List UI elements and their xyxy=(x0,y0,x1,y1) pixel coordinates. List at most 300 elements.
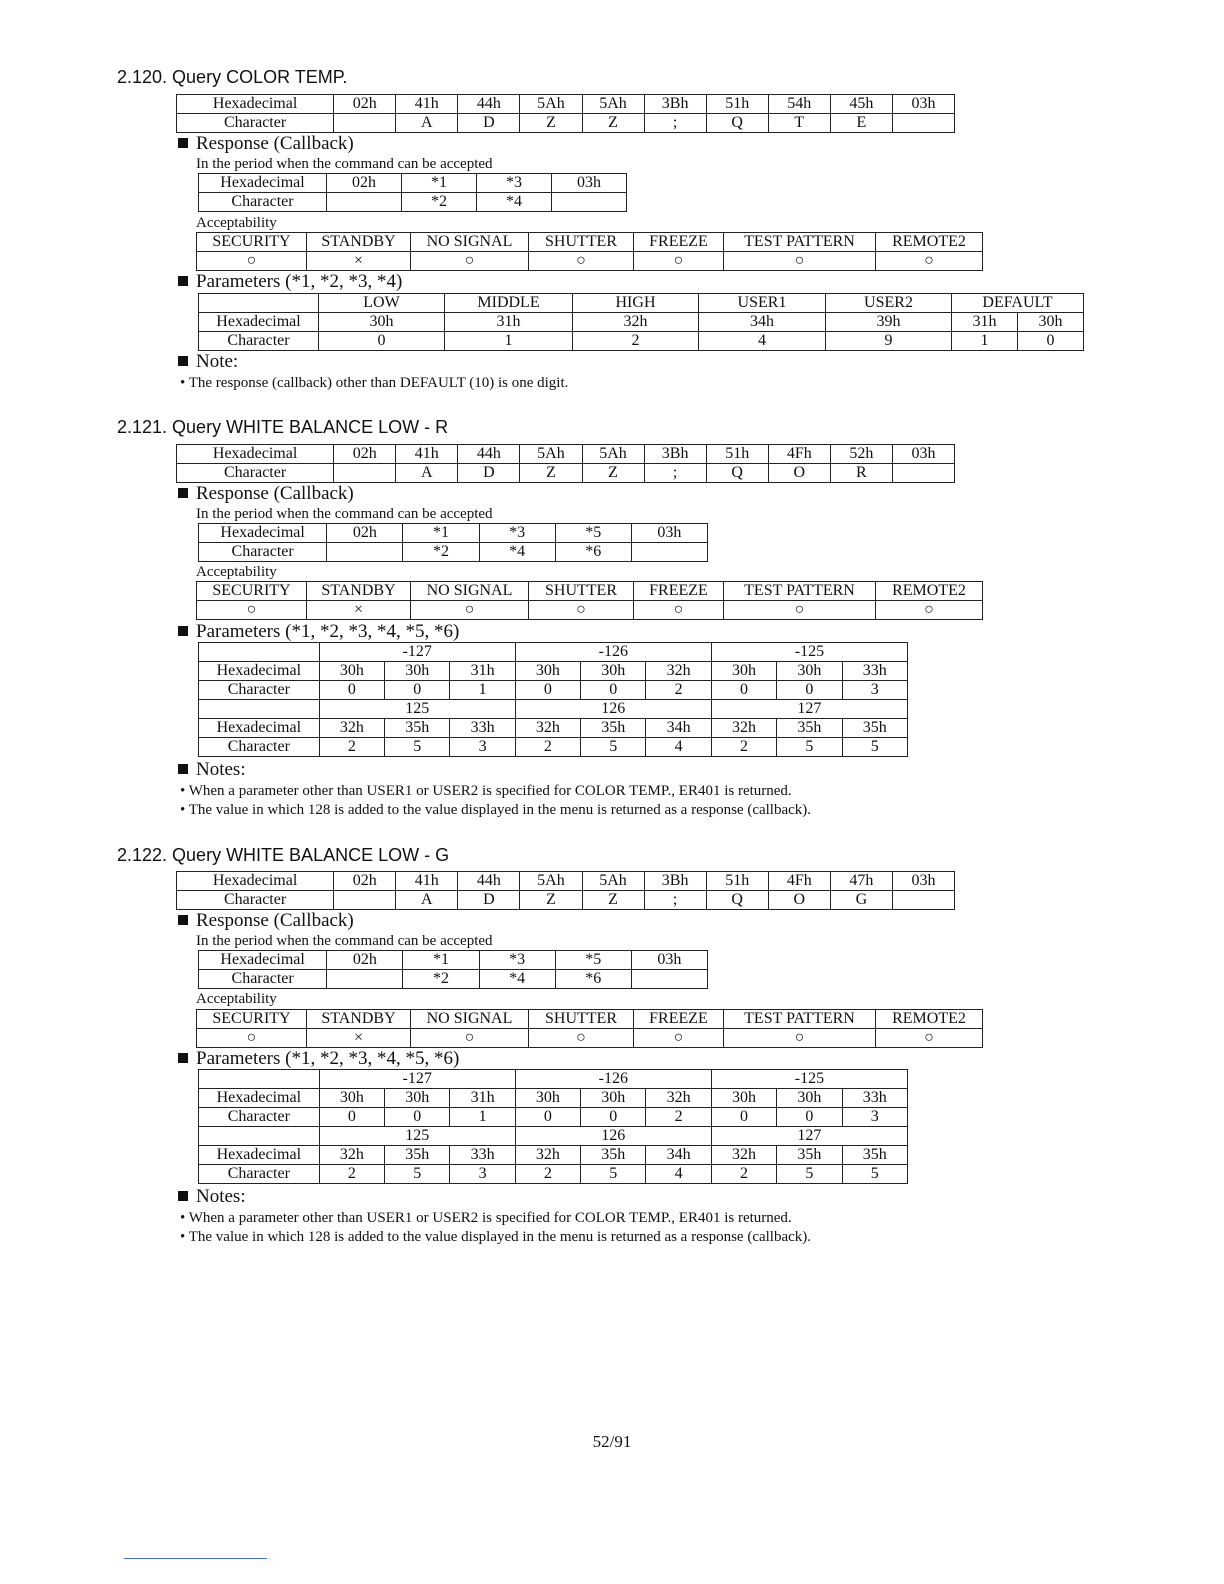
acceptability-mark: ○ xyxy=(876,1029,983,1048)
hex-cell: *3 xyxy=(479,951,555,970)
square-bullet-icon xyxy=(178,276,188,286)
param-group-header: -125 xyxy=(711,1070,907,1089)
acceptability-mark: ○ xyxy=(529,601,634,620)
hex-cell: 34h xyxy=(646,1146,711,1165)
hex-cell: 5Ah xyxy=(582,95,644,114)
hex-cell: 5Ah xyxy=(520,445,582,464)
notes-heading xyxy=(178,760,246,780)
acceptability-mark: ○ xyxy=(197,601,307,620)
square-bullet-icon xyxy=(178,626,188,636)
char-cell: 2 xyxy=(319,1165,384,1184)
char-cell: A xyxy=(396,891,458,910)
note-heading-text: Note: xyxy=(196,351,239,372)
char-cell: 0 xyxy=(319,332,445,351)
hex-cell: 32h xyxy=(711,719,776,738)
hex-cell: 03h xyxy=(892,445,954,464)
hex-cell: 35h xyxy=(581,1146,646,1165)
hex-cell: 54h xyxy=(768,95,830,114)
param-group-header: -126 xyxy=(515,643,711,662)
char-cell: 0 xyxy=(777,1108,842,1127)
char-cell: Z xyxy=(520,891,582,910)
acceptability-header: SECURITY xyxy=(197,1010,307,1029)
page-number: 52/91 xyxy=(592,1432,632,1451)
hex-cell: 52h xyxy=(830,445,892,464)
row-label: Hexadecimal xyxy=(199,313,319,332)
hex-cell: *1 xyxy=(403,524,479,543)
row-label: Hexadecimal xyxy=(199,1146,320,1165)
row-label: Character xyxy=(199,1165,320,1184)
char-cell: 0 xyxy=(385,681,450,700)
acceptability-label: Acceptability xyxy=(196,564,277,580)
acceptability-mark: ○ xyxy=(411,252,529,271)
row-label: Hexadecimal xyxy=(177,445,334,464)
char-cell xyxy=(631,970,707,989)
hex-cell: 34h xyxy=(646,719,711,738)
acceptability-mark: ○ xyxy=(876,601,983,620)
char-cell: 0 xyxy=(515,1108,580,1127)
acceptability-header: SHUTTER xyxy=(529,233,634,252)
row-label: Character xyxy=(177,114,334,133)
char-cell: 2 xyxy=(319,738,384,757)
hex-cell: 5Ah xyxy=(582,445,644,464)
section-title: 2.121. Query WHITE BALANCE LOW - R xyxy=(117,417,449,437)
char-cell: D xyxy=(458,464,520,483)
row-label: Character xyxy=(177,891,334,910)
char-cell xyxy=(892,114,954,133)
footer-line xyxy=(124,1558,267,1559)
char-cell: Z xyxy=(520,114,582,133)
acceptability-mark: × xyxy=(307,252,411,271)
acceptability-header: TEST PATTERN xyxy=(724,1010,876,1029)
param-group-header: 125 xyxy=(319,700,515,719)
hex-cell: 32h xyxy=(646,1089,711,1108)
row-label: Hexadecimal xyxy=(199,1089,320,1108)
response-heading xyxy=(178,484,354,504)
char-cell: 3 xyxy=(842,681,907,700)
acceptability-header: TEST PATTERN xyxy=(724,233,876,252)
char-cell: *2 xyxy=(403,970,479,989)
param-header: USER1 xyxy=(699,294,826,313)
hex-cell: 44h xyxy=(458,95,520,114)
char-cell: 3 xyxy=(842,1108,907,1127)
hex-cell: 35h xyxy=(777,1146,842,1165)
hex-cell: 03h xyxy=(892,872,954,891)
hex-cell: 3Bh xyxy=(644,445,706,464)
hex-cell: 31h xyxy=(450,662,515,681)
hex-cell: 44h xyxy=(458,445,520,464)
hex-cell: 02h xyxy=(334,445,396,464)
row-label: Character xyxy=(199,970,327,989)
response-table xyxy=(198,523,708,562)
char-cell: 5 xyxy=(777,738,842,757)
char-cell: 0 xyxy=(319,681,384,700)
row-label: Hexadecimal xyxy=(199,719,320,738)
row-label: Character xyxy=(199,332,319,351)
hex-cell: 5Ah xyxy=(520,872,582,891)
parameters-heading-text: Parameters (*1, *2, *3, *4) xyxy=(196,271,403,292)
char-cell: G xyxy=(830,891,892,910)
hex-cell: 30h xyxy=(777,662,842,681)
row-label: Hexadecimal xyxy=(199,174,327,193)
hex-cell: 32h xyxy=(515,719,580,738)
hex-cell: 5Ah xyxy=(520,95,582,114)
hex-cell: *3 xyxy=(477,174,552,193)
acceptability-header: FREEZE xyxy=(634,582,724,601)
hex-cell: 47h xyxy=(830,872,892,891)
hex-cell: 32h xyxy=(319,1146,384,1165)
hex-cell: 39h xyxy=(826,313,952,332)
char-cell: ; xyxy=(644,891,706,910)
parameters-table xyxy=(198,293,1084,351)
char-cell: *2 xyxy=(403,543,479,562)
hex-cell: 03h xyxy=(552,174,627,193)
acceptability-mark: ○ xyxy=(529,252,634,271)
hex-cell: 03h xyxy=(631,524,707,543)
char-cell xyxy=(631,543,707,562)
char-cell: 5 xyxy=(385,738,450,757)
section-title: 2.120. Query COLOR TEMP. xyxy=(117,67,348,87)
hex-cell: 30h xyxy=(711,662,776,681)
acceptability-header: SECURITY xyxy=(197,233,307,252)
char-cell: 3 xyxy=(450,1165,515,1184)
response-heading xyxy=(178,911,354,931)
parameters-heading-text: Parameters (*1, *2, *3, *4, *5, *6) xyxy=(196,621,460,642)
hex-cell: *1 xyxy=(402,174,477,193)
param-group-header: -127 xyxy=(319,1070,515,1089)
acceptability-header: TEST PATTERN xyxy=(724,582,876,601)
note-heading xyxy=(178,352,238,372)
hex-cell: 30h xyxy=(319,1089,384,1108)
char-cell: 0 xyxy=(711,681,776,700)
hex-cell: 33h xyxy=(842,1089,907,1108)
acceptability-mark: ○ xyxy=(724,1029,876,1048)
hex-cell: 4Fh xyxy=(768,872,830,891)
char-cell: 5 xyxy=(777,1165,842,1184)
row-label: Character xyxy=(199,543,327,562)
notes-heading-text: Notes: xyxy=(196,1186,246,1207)
char-cell: Z xyxy=(582,891,644,910)
param-group-header: 126 xyxy=(515,1127,711,1146)
param-header: MIDDLE xyxy=(445,294,573,313)
param-group-header: 127 xyxy=(711,700,907,719)
hex-cell: 33h xyxy=(450,1146,515,1165)
hex-cell: 02h xyxy=(327,174,402,193)
acceptability-header: SECURITY xyxy=(197,582,307,601)
period-text: In the period when the command can be accepted xyxy=(196,156,493,172)
hex-cell: 3Bh xyxy=(644,872,706,891)
hex-cell: 35h xyxy=(842,1146,907,1165)
acceptability-mark: ○ xyxy=(724,252,876,271)
acceptability-mark: ○ xyxy=(634,1029,724,1048)
char-cell: 2 xyxy=(646,1108,711,1127)
hex-cell: 30h xyxy=(1018,313,1084,332)
square-bullet-icon xyxy=(178,764,188,774)
square-bullet-icon xyxy=(178,915,188,925)
hex-cell: *5 xyxy=(555,951,631,970)
char-cell: ; xyxy=(644,114,706,133)
notes-heading-text: Notes: xyxy=(196,759,246,780)
row-label: Character xyxy=(177,464,334,483)
empty-cell xyxy=(199,1127,320,1146)
note-line: • When a parameter other than USER1 or USER2 is specified for COLOR TEMP., ER401 is returned. xyxy=(180,783,792,799)
char-cell: 2 xyxy=(515,738,580,757)
acceptability-header: NO SIGNAL xyxy=(411,233,529,252)
char-cell: E xyxy=(830,114,892,133)
row-label: Hexadecimal xyxy=(177,95,334,114)
row-label: Hexadecimal xyxy=(177,872,334,891)
square-bullet-icon xyxy=(178,488,188,498)
hex-cell: 51h xyxy=(706,872,768,891)
acceptability-header: STANDBY xyxy=(307,582,411,601)
char-cell: 2 xyxy=(711,1165,776,1184)
param-group-header: 127 xyxy=(711,1127,907,1146)
char-cell: 0 xyxy=(581,681,646,700)
hex-cell: 35h xyxy=(842,719,907,738)
hex-cell: 30h xyxy=(319,313,445,332)
char-cell: 1 xyxy=(450,1108,515,1127)
char-cell xyxy=(327,543,403,562)
hex-cell: 02h xyxy=(334,95,396,114)
parameters-table xyxy=(198,1069,908,1184)
section-title: 2.122. Query WHITE BALANCE LOW - G xyxy=(117,845,450,865)
hex-cell: 30h xyxy=(515,662,580,681)
char-cell xyxy=(327,970,403,989)
square-bullet-icon xyxy=(178,356,188,366)
row-label: Hexadecimal xyxy=(199,662,320,681)
hex-cell: 51h xyxy=(706,445,768,464)
hex-cell: 45h xyxy=(830,95,892,114)
empty-cell xyxy=(199,643,320,662)
char-cell: 0 xyxy=(515,681,580,700)
hex-cell: 41h xyxy=(396,95,458,114)
hex-cell: 30h xyxy=(581,1089,646,1108)
char-cell: 0 xyxy=(385,1108,450,1127)
command-table xyxy=(176,444,955,483)
row-label: Hexadecimal xyxy=(199,524,327,543)
hex-cell: 4Fh xyxy=(768,445,830,464)
char-cell: *4 xyxy=(479,970,555,989)
acceptability-label: Acceptability xyxy=(196,991,277,1007)
char-cell xyxy=(892,891,954,910)
hex-cell: 30h xyxy=(777,1089,842,1108)
hex-cell: 35h xyxy=(385,1146,450,1165)
hex-cell: *5 xyxy=(555,524,631,543)
char-cell: R xyxy=(830,464,892,483)
char-cell: 5 xyxy=(581,1165,646,1184)
hex-cell: 32h xyxy=(515,1146,580,1165)
hex-cell: 32h xyxy=(319,719,384,738)
note-line: • When a parameter other than USER1 or USER2 is specified for COLOR TEMP., ER401 is returned. xyxy=(180,1210,792,1226)
acceptability-mark: ○ xyxy=(197,252,307,271)
char-cell xyxy=(334,464,396,483)
acceptability-table xyxy=(196,581,983,620)
param-group-header: -127 xyxy=(319,643,515,662)
param-group-header: 126 xyxy=(515,700,711,719)
acceptability-mark: ○ xyxy=(876,252,983,271)
char-cell: Q xyxy=(706,464,768,483)
char-cell: 2 xyxy=(515,1165,580,1184)
char-cell: 4 xyxy=(646,738,711,757)
hex-cell: *1 xyxy=(403,951,479,970)
char-cell: D xyxy=(458,114,520,133)
command-table xyxy=(176,94,955,133)
char-cell: 1 xyxy=(952,332,1018,351)
char-cell: 0 xyxy=(319,1108,384,1127)
parameters-table xyxy=(198,642,908,757)
char-cell: 5 xyxy=(581,738,646,757)
char-cell: 1 xyxy=(445,332,573,351)
char-cell xyxy=(334,114,396,133)
char-cell: 2 xyxy=(711,738,776,757)
acceptability-header: REMOTE2 xyxy=(876,233,983,252)
note-line: • The response (callback) other than DEFAULT (10) is one digit. xyxy=(180,375,569,391)
empty-cell xyxy=(199,700,320,719)
response-table xyxy=(198,173,627,212)
char-cell: A xyxy=(396,114,458,133)
char-cell: 2 xyxy=(573,332,699,351)
hex-cell: 44h xyxy=(458,872,520,891)
acceptability-header: REMOTE2 xyxy=(876,1010,983,1029)
acceptability-mark: ○ xyxy=(529,1029,634,1048)
parameters-heading xyxy=(178,272,402,292)
hex-cell: *3 xyxy=(479,524,555,543)
char-cell: 3 xyxy=(450,738,515,757)
response-heading xyxy=(178,134,354,154)
acceptability-mark: × xyxy=(307,601,411,620)
acceptability-label: Acceptability xyxy=(196,215,277,231)
char-cell xyxy=(892,464,954,483)
acceptability-header: SHUTTER xyxy=(529,582,634,601)
hex-cell: 30h xyxy=(515,1089,580,1108)
param-group-header: 125 xyxy=(319,1127,515,1146)
char-cell: Z xyxy=(582,464,644,483)
param-header: LOW xyxy=(319,294,445,313)
hex-cell: 30h xyxy=(711,1089,776,1108)
char-cell: D xyxy=(458,891,520,910)
note-line: • The value in which 128 is added to the value displayed in the menu is returned as a response (callback). xyxy=(180,802,812,818)
char-cell: *4 xyxy=(479,543,555,562)
acceptability-header: FREEZE xyxy=(634,233,724,252)
char-cell: ; xyxy=(644,464,706,483)
hex-cell: 30h xyxy=(319,662,384,681)
param-group-header: -125 xyxy=(711,643,907,662)
acceptability-header: FREEZE xyxy=(634,1010,724,1029)
char-cell: 5 xyxy=(842,1165,907,1184)
char-cell xyxy=(334,891,396,910)
notes-heading xyxy=(178,1187,246,1207)
hex-cell: 32h xyxy=(573,313,699,332)
acceptability-table xyxy=(196,232,983,271)
period-text: In the period when the command can be accepted xyxy=(196,506,493,522)
char-cell xyxy=(327,193,402,212)
hex-cell: 02h xyxy=(334,872,396,891)
char-cell: O xyxy=(768,891,830,910)
char-cell: 0 xyxy=(1018,332,1084,351)
acceptability-mark: ○ xyxy=(634,601,724,620)
char-cell: *6 xyxy=(555,543,631,562)
acceptability-header: STANDBY xyxy=(307,1010,411,1029)
row-label: Character xyxy=(199,681,320,700)
acceptability-header: NO SIGNAL xyxy=(411,1010,529,1029)
hex-cell: 33h xyxy=(450,719,515,738)
hex-cell: 30h xyxy=(385,662,450,681)
param-group-header: -126 xyxy=(515,1070,711,1089)
char-cell: *4 xyxy=(477,193,552,212)
hex-cell: 30h xyxy=(581,662,646,681)
hex-cell: 41h xyxy=(396,872,458,891)
char-cell: Z xyxy=(582,114,644,133)
char-cell: 4 xyxy=(646,1165,711,1184)
char-cell: 0 xyxy=(581,1108,646,1127)
acceptability-mark: × xyxy=(307,1029,411,1048)
hex-cell: 33h xyxy=(842,662,907,681)
acceptability-mark: ○ xyxy=(724,601,876,620)
hex-cell: 41h xyxy=(396,445,458,464)
char-cell: 0 xyxy=(711,1108,776,1127)
hex-cell: 32h xyxy=(646,662,711,681)
char-cell: T xyxy=(768,114,830,133)
hex-cell: 5Ah xyxy=(582,872,644,891)
char-cell: 4 xyxy=(699,332,826,351)
char-cell: *6 xyxy=(555,970,631,989)
char-cell: 0 xyxy=(777,681,842,700)
char-cell: Q xyxy=(706,114,768,133)
acceptability-mark: ○ xyxy=(411,601,529,620)
empty-cell xyxy=(199,1070,320,1089)
row-label: Character xyxy=(199,738,320,757)
row-label: Hexadecimal xyxy=(199,951,327,970)
command-table xyxy=(176,871,955,910)
param-header: DEFAULT xyxy=(952,294,1084,313)
char-cell: O xyxy=(768,464,830,483)
response-table xyxy=(198,950,708,989)
parameters-heading-text: Parameters (*1, *2, *3, *4, *5, *6) xyxy=(196,1048,460,1069)
parameters-heading xyxy=(178,622,459,642)
hex-cell: 02h xyxy=(327,524,403,543)
note-line: • The value in which 128 is added to the value displayed in the menu is returned as a response (callback). xyxy=(180,1229,812,1245)
row-label: Character xyxy=(199,193,327,212)
acceptability-table xyxy=(196,1009,983,1048)
char-cell: Q xyxy=(706,891,768,910)
hex-cell: 3Bh xyxy=(644,95,706,114)
param-header: USER2 xyxy=(826,294,952,313)
char-cell: 1 xyxy=(450,681,515,700)
empty-cell xyxy=(199,294,319,313)
hex-cell: 35h xyxy=(777,719,842,738)
char-cell: A xyxy=(396,464,458,483)
char-cell: 5 xyxy=(385,1165,450,1184)
char-cell xyxy=(552,193,627,212)
char-cell: Z xyxy=(520,464,582,483)
acceptability-header: REMOTE2 xyxy=(876,582,983,601)
period-text: In the period when the command can be accepted xyxy=(196,933,493,949)
square-bullet-icon xyxy=(178,1053,188,1063)
square-bullet-icon xyxy=(178,1191,188,1201)
acceptability-mark: ○ xyxy=(197,1029,307,1048)
square-bullet-icon xyxy=(178,138,188,148)
hex-cell: 35h xyxy=(581,719,646,738)
row-label: Character xyxy=(199,1108,320,1127)
char-cell: 9 xyxy=(826,332,952,351)
hex-cell: 30h xyxy=(385,1089,450,1108)
char-cell: 5 xyxy=(842,738,907,757)
hex-cell: 31h xyxy=(952,313,1018,332)
hex-cell: 51h xyxy=(706,95,768,114)
response-heading-text: Response (Callback) xyxy=(196,483,354,504)
hex-cell: 35h xyxy=(385,719,450,738)
hex-cell: 32h xyxy=(711,1146,776,1165)
response-heading-text: Response (Callback) xyxy=(196,133,354,154)
